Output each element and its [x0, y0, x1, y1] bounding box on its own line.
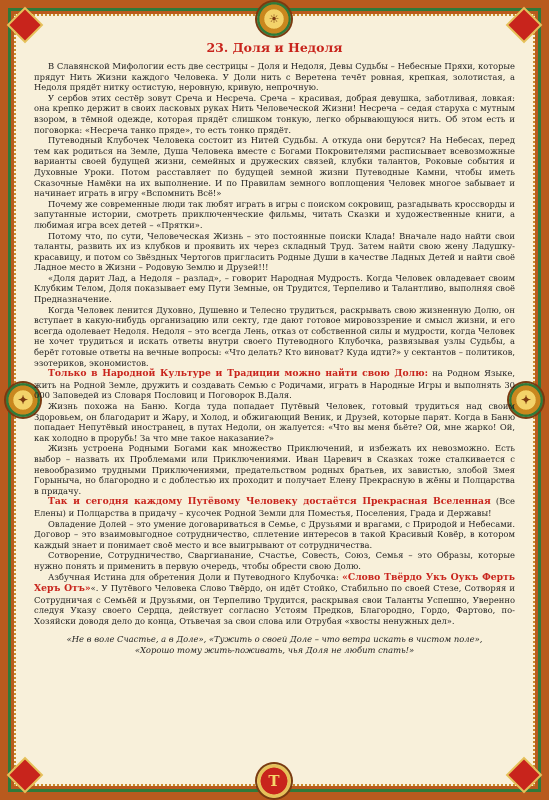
- sun-medallion-icon: ☀: [257, 2, 291, 36]
- highlight-text: Так и сегодня каждому Путёвому Человеку достаётся Прекрасная Вселенная: [48, 496, 491, 508]
- paragraph-text: Азбучная Истина для обретения Доли и Путеводного Клубочка:: [48, 571, 339, 582]
- side-medallion-icon: ✦: [6, 383, 40, 417]
- paragraph: «Доля дарит Лад, а Недоля – разлад», – говорит Народная Мудрость. Когда Человек овладевает своим Клубким Телом, Доля показывает ему Пути Земные, он Трудится, Терпеливо и Талантливо, выполняя своё Предназначение.: [34, 272, 515, 305]
- highlight-text: «Слово Твёрдо Укъ Оукъ Ферть Херъ Отъ»: [34, 571, 515, 595]
- paragraph: Почему же современные люди так любят играть в игры с поиском сокровищ, разгадывать кроссворды и запутанные истории, смотреть приключенческие фильмы, читать Сказки и художественные книги, а любимая игра всех детей – «Прятки».: [34, 198, 515, 230]
- paragraph: Сотворение, Сотрудничество, Сваргианание, Счастье, Совесть, Союз, Семья – это Образы, которые нужно понять и применить в первую очередь, чтобы обрести свою Долю.: [34, 550, 515, 571]
- paragraph: Когда Человек ленится Духовно, Душевно и Телесно трудиться, раскрывать свою жизненную Долю, он вступает в какую-нибудь организацию или секту, где дают готовое мировоззрение и смысл жизни, и его всегда одолевает Недоля. Недоля – это всегда Лень, отказ от собственной силы и мудрости, когда Человек не хочет трудиться и искать ответы внутри своего Путеводного Клубочка, развязывая узлы Судьбы, а берёт готовые ответы на вечные вопросы: «Что делать? Кто виноват? Куда идти?» у сектантов – политиков, эзотериков, экономистов.: [34, 304, 515, 368]
- paragraph-culture: [34, 368, 515, 401]
- paragraph: В Славянской Мифологии есть две сестрицы – Доля и Недоля, Девы Судьбы – Небесные Пряхи, которые прядут Нить Жизни каждого Человека. У Доли нить с Веретена течёт ровная, крепкая, золотистая, а Недоля прядёт нитку остистую, неровную, кривую, непрочную.: [34, 61, 515, 93]
- article: [34, 30, 515, 770]
- paragraph-text: «. У Путёвого Человека Слово Твёрдо, он идёт Стойко, Стабильно по своей Стезе, Сотворяя и Сотрудничая с Семьёй и Друзьями, он Терпеливо Трудится, раскрывая свои Таланты Успешно, Уверенно следуя Указу своего Сердца, действует согласно Устоям Предков, Благородно, Гордо, Фартово, по-Хозяйски доводя дело до конца, Отьвечая за свои слова или Отрубая «хвосты ненужных дел».: [34, 583, 515, 626]
- paragraph: Жизнь устроена Родными Богами как множество Приключений, и избежать их невозможно. Есть выбор – назвать их Проблемами или Приключениями. Иван Царевич в Сказках тоже сталкивается с невообразимо трудными Приключениями, предательством родных братьев, их завистью, злобой Змея Горыныча, но благородно и с доблестью их проходит и получает Елену Прекрасную в жёны и Полцарства в придачу.: [34, 443, 515, 496]
- paragraph: У сербов этих сестёр зовут Среча и Несреча. Среча – красивая, добрая девушка, заботливая, ловкая: она крепко держит в своих ласковых руках Нить Человеческой Жизни! Несреча – седая старуха с мутным взором, в тёмной одежде, которая прядёт слишком тонкую, легко обрывающуюся нить. Об этом есть и поговорка: «Несреча танко пряде», то есть тонко прядёт.: [34, 92, 515, 135]
- proverb-line: «Не в воле Счастье, а в Доле», «Тужить о своей Доле – что ветра искать в чистом поле»,: [66, 634, 483, 645]
- highlight-text: Только в Народной Культуре и Традиции можно найти свою Долю:: [48, 368, 428, 380]
- paragraph-universe: [34, 496, 515, 518]
- paragraph: Путеводный Клубочек Человека состоит из Нитей Судьбы. А откуда они берутся? На Небесах, перед тем как родиться на Земле, Душа Человека вместе с Богами Покровителями расписывает всевозможные варианты своей будущей жизни, семейных и дружеских связей, клубки талантов, Роковые события и Духовные Уроки. Потом расставляет по будущей земной жизни Путеводные Камни, чтобы иметь Сказочные Намёки на их выполнение. И по Правилам земного воплощения Человек многое забывает и начинает играть в игру «Вспомнить Всё!»: [34, 135, 515, 199]
- paragraph: Потому что, по сути, Человеческая Жизнь – это постоянные поиски Клада! Вначале надо найти свои таланты, развить их из клубков и проявить их через складный Труд. Затем найти свою жену Ладушку-красавицу, и потом со Звёздных Чертогов пригласить Родные Души в качестве Ладных Детей и найти своё Ладное место в Жизни – Родовую Землю и Друзей!!!: [34, 230, 515, 273]
- paragraph: Жизнь похожа на Баню. Когда туда попадает Путёвый Человек, готовый трудиться над своим Здоровьем, он благодарит и Жару, и Холод, и обжигающий Веник, и Друзей, которые парят. Когда в Баню попадает Непутёвый иностранец, в путах Недоли, он жалуется: «Что вы меня бьёте? Ой, мне жарко! Ой, как холодно в прорубь! За что мне такое наказание?»: [34, 401, 515, 443]
- paragraph: Овладение Долей – это умение договариваться в Семье, с Друзьями и врагами, с Природой и Небесами. Договор – это взаимовыгодное сотрудничество, сплетение интересов в такой Красивый Ковёр, в котором каждый знает и понимает своё место и все выигрывают от сотрудничества.: [34, 518, 515, 550]
- proverb-line: «Хорошо тому жить-поживать, чья Доля не любит спать!»: [134, 645, 415, 656]
- medallion-letter: Т: [268, 772, 280, 790]
- paragraph-text: на Родном Языке, жить на Родной Земле, дружить и создавать Семью с Родичами, играть в Народные Игры и выполнять 30 000 Заповедей из Словаря Пословиц и Поговорок В.Даля.: [34, 368, 515, 401]
- side-medallion-icon: ✦: [509, 383, 543, 417]
- paragraph-text: (Все Елены) и Полцарства в придачу – кусочек Родной Земли для Поместья, Поселения, Града и Державы!: [34, 496, 515, 518]
- page-title: 23. Доля и Недоля: [206, 40, 343, 55]
- paragraph-azbuka: [34, 572, 515, 627]
